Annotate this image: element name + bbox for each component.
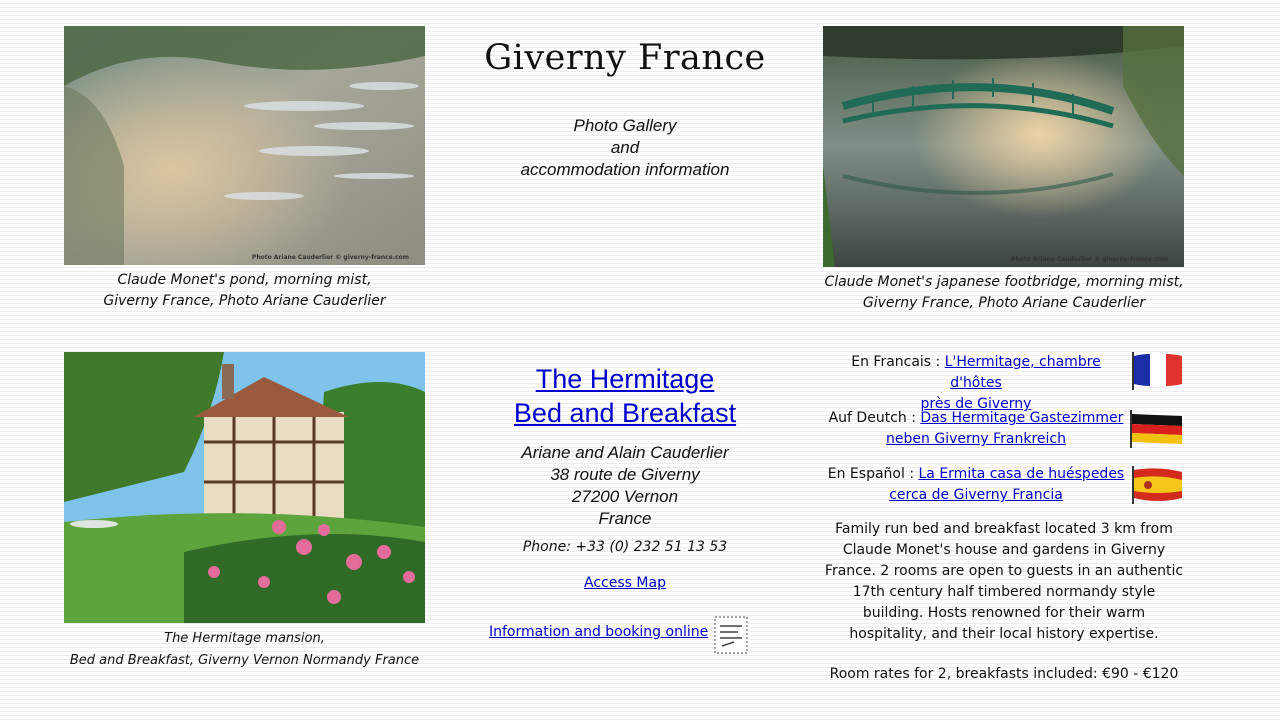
room-rates: Room rates for 2, breakfasts included: €90 - €120 xyxy=(829,666,1179,682)
spain-flag-icon[interactable] xyxy=(1128,464,1184,504)
german-link[interactable]: Das Hermitage Gastezimmer xyxy=(920,410,1124,426)
footbridge-caption: Claude Monet's japanese footbridge, morning mist, Giverny France, Photo Ariane Cauderlier xyxy=(824,274,1184,311)
bnb-description: Family run bed and breakfast located 3 km from Claude Monet's house and gardens in Giverny France. 2 rooms are open to guests in an authentic 17th century half timbered normandy style building. Hosts renowned for their warm hospitality, and their local history expertise. xyxy=(824,521,1184,642)
germany-flag-icon[interactable] xyxy=(1128,408,1184,448)
phone-number: Phone: +33 (0) 232 51 13 53 xyxy=(522,539,728,555)
pond-caption: Claude Monet's pond, morning mist, Giverny France, Photo Ariane Cauderlier xyxy=(103,272,386,309)
german-link-line2[interactable]: neben Giverny Frankreich xyxy=(886,431,1066,447)
lang-row-german: Auf Deutch : Das Hermitage Gastezimmer neben Giverny Frankreich xyxy=(828,410,1124,447)
french-link[interactable]: L'Hermitage, chambre d'hôtes xyxy=(944,354,1101,391)
spanish-link-line2[interactable]: cerca de Giverny Francia xyxy=(889,487,1063,503)
hermitage-bnb-link[interactable]: The Hermitage Bed and Breakfast xyxy=(513,364,737,428)
mansion-caption: The Hermitage mansion, Bed and Breakfast, Giverny Vernon Normandy France xyxy=(69,631,420,668)
lang-row-french: En Francais : L'Hermitage, chambre d'hôtes près de Giverny xyxy=(851,354,1101,412)
intro-text: Photo Gallery and accommodation information xyxy=(520,116,730,179)
booking-link[interactable]: Information and booking online xyxy=(489,624,709,640)
lang-row-spanish: En Español : La Ermita casa de huéspedes cerca de Giverny Francia xyxy=(827,466,1125,503)
page-title: Giverny France xyxy=(484,38,766,78)
french-link-line2[interactable]: près de Giverny xyxy=(920,396,1032,412)
france-flag-icon[interactable] xyxy=(1128,350,1184,390)
access-map-link[interactable]: Access Map xyxy=(584,575,666,591)
photo-credit: Photo Ariane Cauderlier © giverny-france.com xyxy=(251,254,409,261)
hermitage-mansion-photo xyxy=(64,352,425,623)
bnb-address: Ariane and Alain Cauderlier 38 route de Giverny 27200 Vernon France xyxy=(521,443,729,528)
pond-photo xyxy=(64,26,425,265)
footbridge-photo xyxy=(823,26,1184,267)
booking-icon[interactable] xyxy=(714,616,748,654)
spanish-link[interactable]: La Ermita casa de huéspedes xyxy=(918,466,1125,482)
photo-credit: Photo Ariane Cauderlier © giverny-france.com xyxy=(1010,256,1168,263)
